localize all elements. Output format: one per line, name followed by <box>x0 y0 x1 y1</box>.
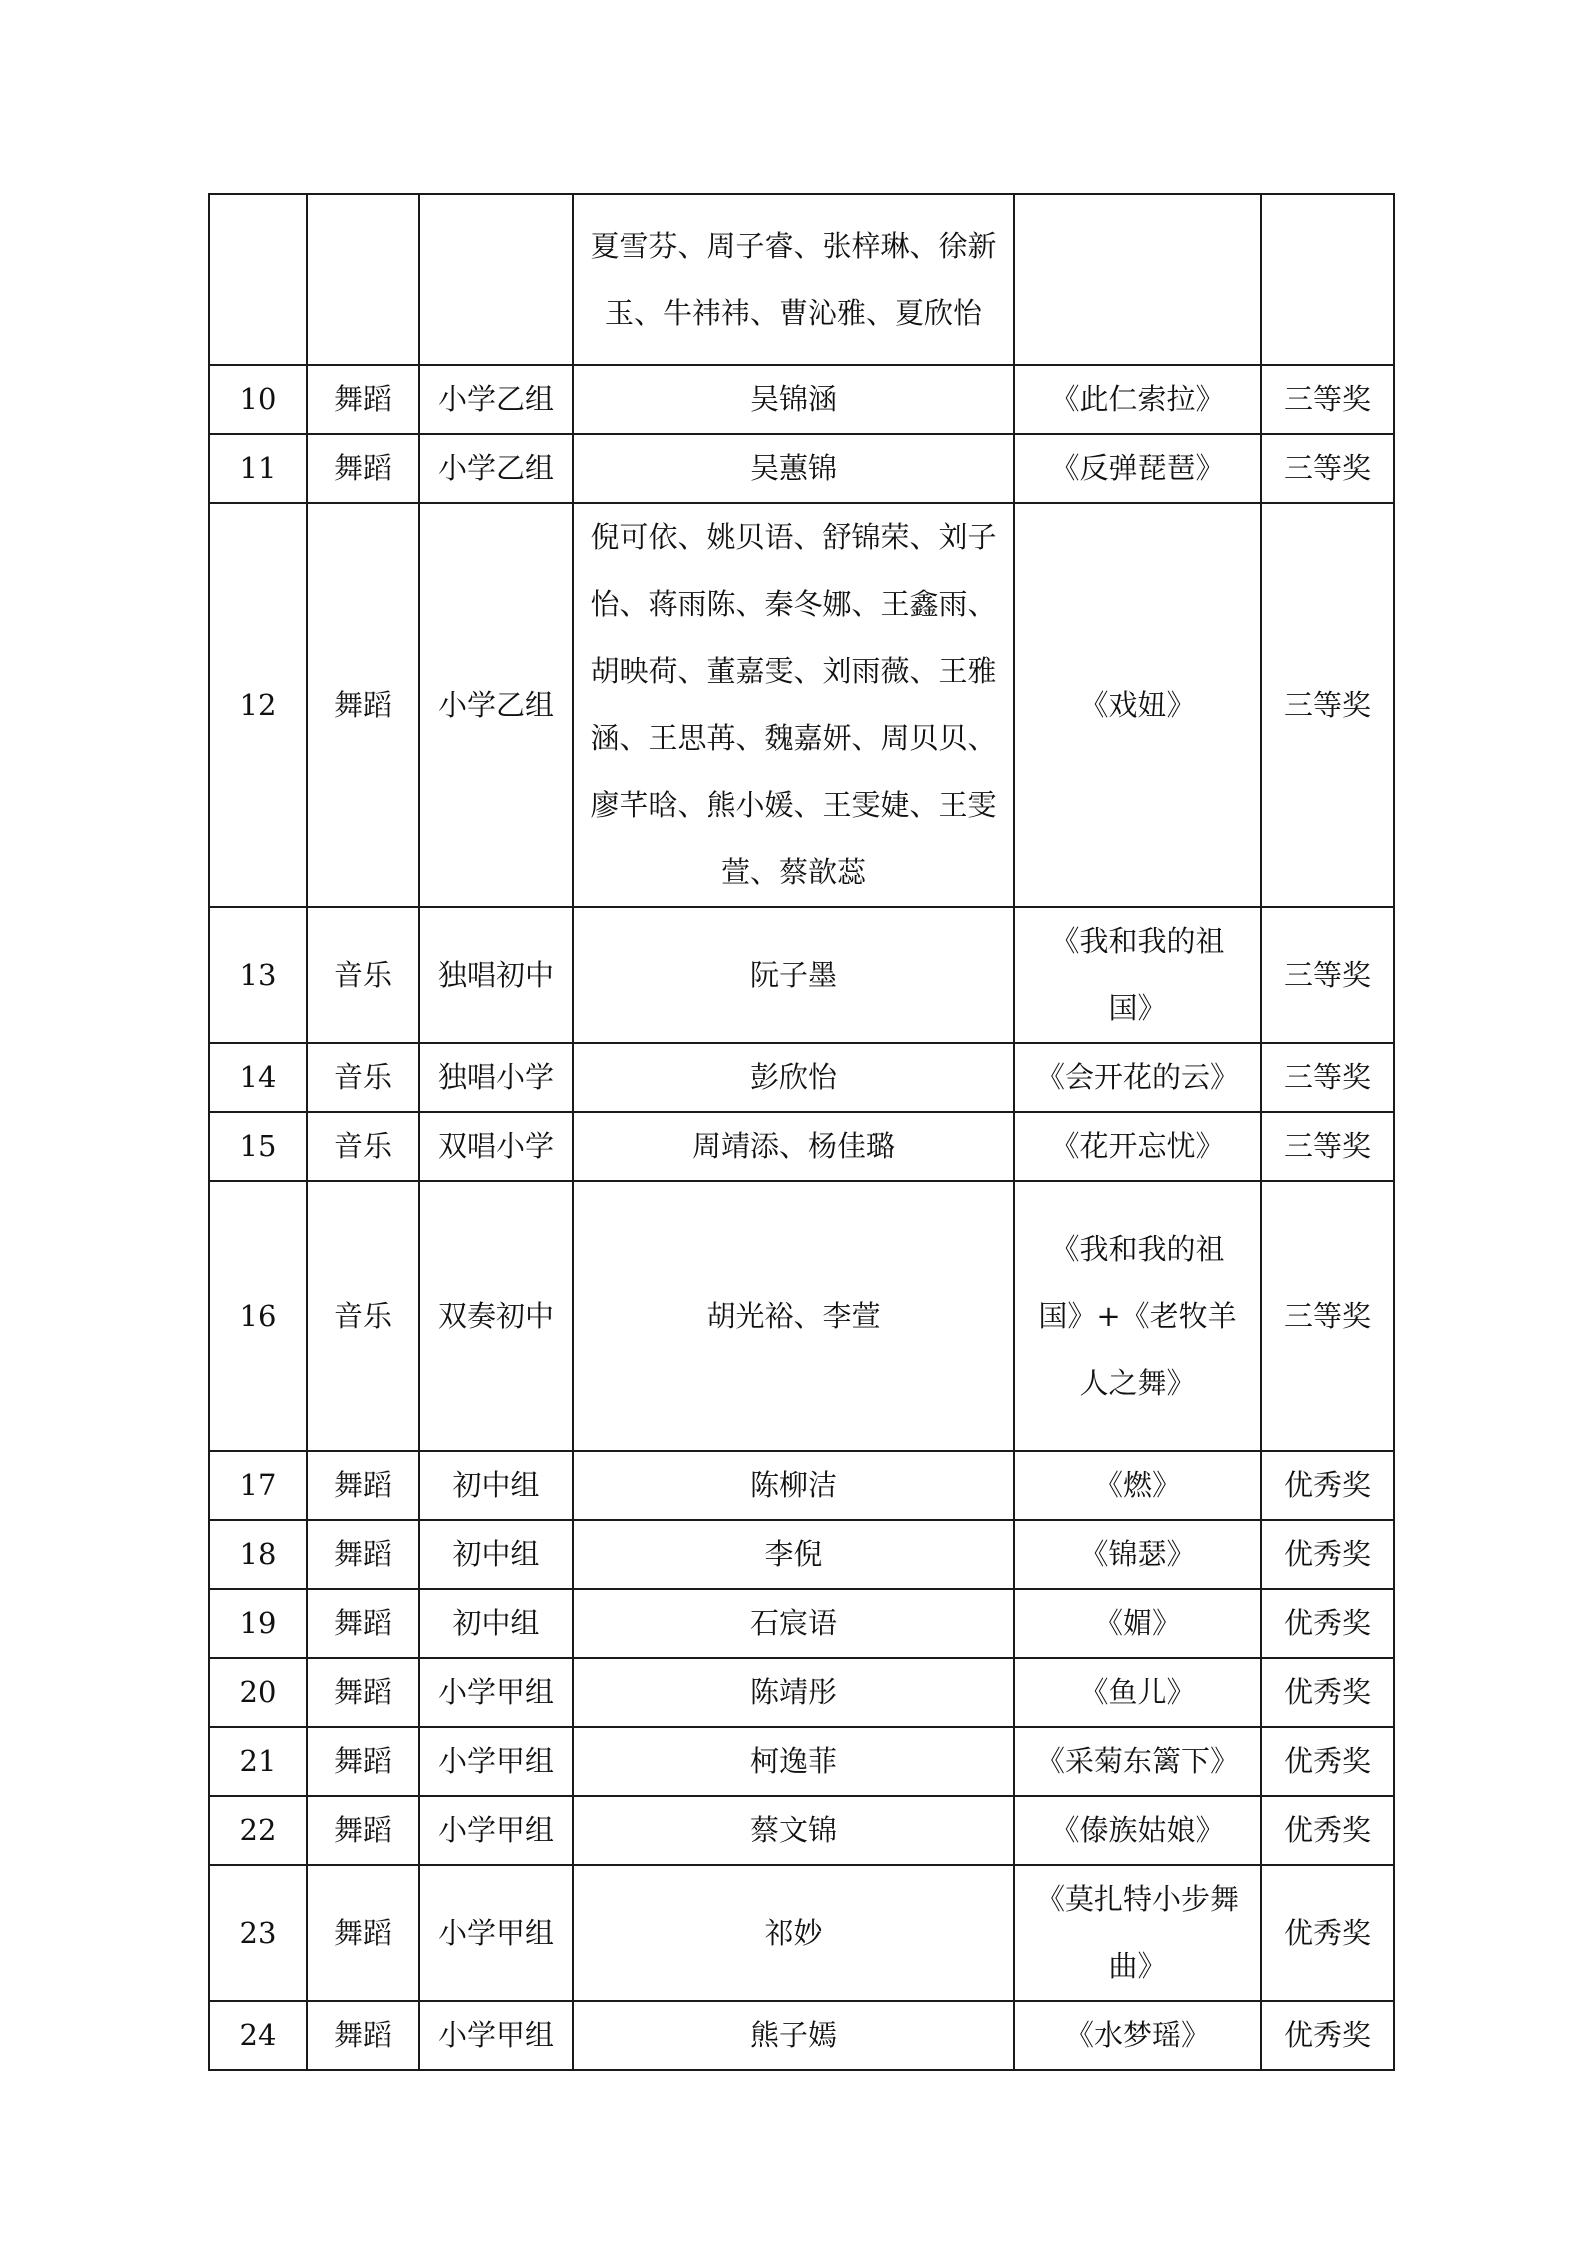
cell-award: 三等奖 <box>1261 365 1394 434</box>
cell-names: 周靖添、杨佳璐 <box>573 1112 1014 1181</box>
cell-group: 初中组 <box>419 1451 573 1520</box>
cell-group: 小学乙组 <box>419 365 573 434</box>
table-row <box>209 1043 1394 1112</box>
cell-award: 优秀奖 <box>1261 1520 1394 1589</box>
cell-names: 蔡文锦 <box>573 1796 1014 1865</box>
cell-award: 优秀奖 <box>1261 1865 1394 2001</box>
cell-work: 《花开忘忧》 <box>1014 1112 1261 1181</box>
cell-work <box>1014 194 1261 365</box>
cell-work: 《戏妞》 <box>1014 503 1261 907</box>
cell-category: 舞蹈 <box>307 1589 419 1658</box>
cell-group <box>419 194 573 365</box>
table-row <box>209 1112 1394 1181</box>
cell-award: 三等奖 <box>1261 503 1394 907</box>
cell-award: 优秀奖 <box>1261 1658 1394 1727</box>
cell-no <box>209 194 307 365</box>
cell-category: 音乐 <box>307 907 419 1043</box>
cell-names: 胡光裕、李萱 <box>573 1181 1014 1451</box>
cell-names: 彭欣怡 <box>573 1043 1014 1112</box>
cell-no: 20 <box>209 1658 307 1727</box>
cell-award: 优秀奖 <box>1261 1796 1394 1865</box>
cell-no: 18 <box>209 1520 307 1589</box>
cell-work: 《水梦瑶》 <box>1014 2001 1261 2070</box>
cell-category: 音乐 <box>307 1043 419 1112</box>
cell-group: 独唱初中 <box>419 907 573 1043</box>
cell-names: 阮子墨 <box>573 907 1014 1043</box>
table-row <box>209 503 1394 907</box>
cell-no: 21 <box>209 1727 307 1796</box>
cell-group: 小学甲组 <box>419 1796 573 1865</box>
cell-group: 双唱小学 <box>419 1112 573 1181</box>
cell-no: 10 <box>209 365 307 434</box>
cell-no: 13 <box>209 907 307 1043</box>
cell-work: 《鱼儿》 <box>1014 1658 1261 1727</box>
cell-group: 小学乙组 <box>419 503 573 907</box>
cell-category: 舞蹈 <box>307 1658 419 1727</box>
cell-category: 舞蹈 <box>307 1865 419 2001</box>
cell-group: 独唱小学 <box>419 1043 573 1112</box>
cell-names: 陈柳洁 <box>573 1451 1014 1520</box>
table-row <box>209 1658 1394 1727</box>
cell-award: 三等奖 <box>1261 1112 1394 1181</box>
cell-group: 初中组 <box>419 1589 573 1658</box>
table-row <box>209 365 1394 434</box>
cell-work: 《反弹琵琶》 <box>1014 434 1261 503</box>
cell-category: 舞蹈 <box>307 1727 419 1796</box>
cell-names: 陈靖彤 <box>573 1658 1014 1727</box>
cell-names: 柯逸菲 <box>573 1727 1014 1796</box>
awards-table <box>208 193 1395 2071</box>
cell-no: 22 <box>209 1796 307 1865</box>
cell-no: 24 <box>209 2001 307 2070</box>
cell-award: 三等奖 <box>1261 1181 1394 1451</box>
cell-work: 《会开花的云》 <box>1014 1043 1261 1112</box>
table-row <box>209 1865 1394 2001</box>
cell-award: 优秀奖 <box>1261 2001 1394 2070</box>
cell-work: 《媚》 <box>1014 1589 1261 1658</box>
table-row <box>209 1181 1394 1451</box>
cell-work: 《莫扎特小步舞曲》 <box>1014 1865 1261 2001</box>
cell-award: 三等奖 <box>1261 1043 1394 1112</box>
cell-work: 《采菊东篱下》 <box>1014 1727 1261 1796</box>
cell-no: 11 <box>209 434 307 503</box>
cell-category: 音乐 <box>307 1112 419 1181</box>
table-row <box>209 1589 1394 1658</box>
cell-work: 《此仁索拉》 <box>1014 365 1261 434</box>
cell-category: 舞蹈 <box>307 1520 419 1589</box>
cell-names: 石宸语 <box>573 1589 1014 1658</box>
cell-no: 15 <box>209 1112 307 1181</box>
cell-category: 舞蹈 <box>307 2001 419 2070</box>
table-row-continuation <box>209 194 1394 365</box>
cell-no: 19 <box>209 1589 307 1658</box>
cell-category: 舞蹈 <box>307 434 419 503</box>
cell-names: 夏雪芬、周子睿、张梓琳、徐新玉、牛祎祎、曹沁雅、夏欣怡 <box>573 194 1014 365</box>
cell-work: 《锦瑟》 <box>1014 1520 1261 1589</box>
table-row <box>209 1727 1394 1796</box>
table-row <box>209 1520 1394 1589</box>
cell-group: 小学甲组 <box>419 1865 573 2001</box>
cell-names: 吴蕙锦 <box>573 434 1014 503</box>
cell-award: 三等奖 <box>1261 907 1394 1043</box>
cell-category: 音乐 <box>307 1181 419 1451</box>
cell-work: 《我和我的祖国》+《老牧羊人之舞》 <box>1014 1181 1261 1451</box>
table-row <box>209 434 1394 503</box>
cell-group: 小学甲组 <box>419 1727 573 1796</box>
cell-no: 14 <box>209 1043 307 1112</box>
cell-no: 12 <box>209 503 307 907</box>
cell-category: 舞蹈 <box>307 365 419 434</box>
cell-names: 熊子嫣 <box>573 2001 1014 2070</box>
cell-award: 优秀奖 <box>1261 1727 1394 1796</box>
cell-category <box>307 194 419 365</box>
cell-award: 三等奖 <box>1261 434 1394 503</box>
table-row <box>209 1451 1394 1520</box>
cell-group: 小学甲组 <box>419 2001 573 2070</box>
cell-group: 初中组 <box>419 1520 573 1589</box>
cell-category: 舞蹈 <box>307 1796 419 1865</box>
cell-category: 舞蹈 <box>307 1451 419 1520</box>
cell-no: 16 <box>209 1181 307 1451</box>
cell-names: 祁妙 <box>573 1865 1014 2001</box>
cell-work: 《我和我的祖国》 <box>1014 907 1261 1043</box>
cell-group: 双奏初中 <box>419 1181 573 1451</box>
cell-award: 优秀奖 <box>1261 1589 1394 1658</box>
cell-names: 倪可依、姚贝语、舒锦荣、刘子怡、蒋雨陈、秦冬娜、王鑫雨、胡映荷、董嘉雯、刘雨薇、王雅涵、王思苒、魏嘉妍、周贝贝、廖芊晗、熊小媛、王雯婕、王雯萱、蔡歆蕊 <box>573 503 1014 907</box>
cell-group: 小学甲组 <box>419 1658 573 1727</box>
cell-work: 《燃》 <box>1014 1451 1261 1520</box>
cell-no: 17 <box>209 1451 307 1520</box>
table-row <box>209 907 1394 1043</box>
cell-names: 李倪 <box>573 1520 1014 1589</box>
cell-group: 小学乙组 <box>419 434 573 503</box>
cell-names: 吴锦涵 <box>573 365 1014 434</box>
cell-award <box>1261 194 1394 365</box>
cell-award: 优秀奖 <box>1261 1451 1394 1520</box>
cell-no: 23 <box>209 1865 307 2001</box>
table-row <box>209 1796 1394 1865</box>
table-row <box>209 2001 1394 2070</box>
cell-work: 《傣族姑娘》 <box>1014 1796 1261 1865</box>
cell-category: 舞蹈 <box>307 503 419 907</box>
